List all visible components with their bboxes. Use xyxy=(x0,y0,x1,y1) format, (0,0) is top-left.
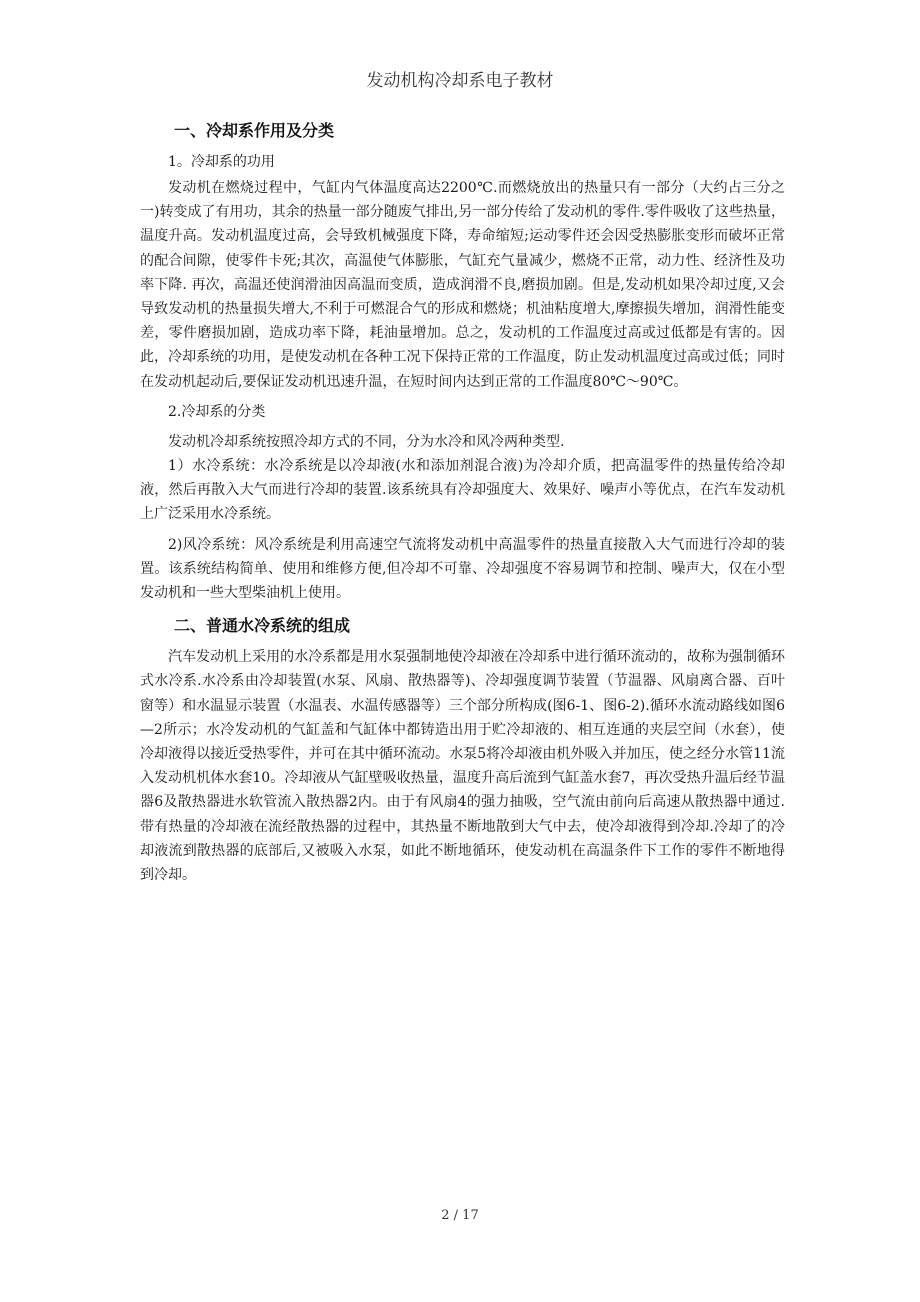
paragraph-water-cooling-system: 汽车发动机上采用的水冷系都是用水泵强制地使冷却液在冷却系中进行循环流动的，故称为强制循环式水冷系.水冷系由冷却装置(水泵、风扇、散热器等)、冷却强度调节装置（节温器、风扇离合器、百叶窗等）和水温显示装置（水温表、水温传感器等）三个部分所构成(图6-1、图6-2).循环水流动路线如图6—2所示；水冷发动机的气缸盖和气缸体中都铸造出用于贮冷却液的、相互连通的夹层空间（水套），使冷却液得以接近受热零件，并可在其中循环流动。水泵5将冷却液由机外吸入并加压，使之经分水管11流入发动机机体水套10。冷却液从气缸壁吸收热量，温度升高后流到气缸盖水套7，再次受热升温后经节温器6及散热器进水软管流入散热器2内。由于有风扇4的强力抽吸，空气流由前向后高速从散热器中通过.带有热量的冷却液在流经散热器的过程中，其热量不断地散到大气中去，使冷却液得到冷却.冷却了的冷却液流到散热器的底部后,又被吸入水泵，如此不断地循环，使发动机在高温条件下工作的零件不断地得到冷却。 xyxy=(140,649,785,884)
document-title: 发动机构冷却系电子教材 xyxy=(366,71,554,91)
subheading-classification: 2.冷却系的分类 xyxy=(168,403,266,420)
section-heading-2: 二、普通水冷系统的组成 xyxy=(174,616,351,636)
section-heading-1: 一、冷却系作用及分类 xyxy=(174,121,335,140)
subheading-function: 1。冷却系的功用 xyxy=(168,154,275,170)
paragraph-classification: 发动机冷却系统按照冷却方式的不同，分为水冷和风冷两种类型. xyxy=(168,433,565,450)
paragraph-function: 发动机在燃烧过程中，气缸内气体温度高达2200℃.而燃烧放出的热量只有一部分（大约占三分之一)转变成了有用功，其余的热量一部分随废气排出,另一部分传给了发动机的零件.零件吸收了这些热量，温度升高。发动机温度过高，会导致机械强度下降，寿命缩短;运动零件还会因受热膨胀变形而破坏正常的配合间隙，使零件卡死;其次，高温使气体膨胀，气缸充气量减少，燃烧不正常，动力性、经济性及功率下降. 再次，高温还使润滑油因高温而变质，造成润滑不良,磨损加剧。但是,发动机如果冷却过度,又会导致发动机的热量损失增大,不利于可燃混合气的形成和燃烧；机油粘度增大,摩擦损失增加，润滑性能变差，零件磨损加剧，造成功率下降，耗油量增加。总之，发动机的工作温度过高或过低都是有害的。因此，冷却系统的功用，是使发动机在各种工况下保持正常的工作温度，防止发动机温度过高或过低；同时在发动机起动后,要保证发动机迅速升温，在短时间内达到正常的工作温度80℃～90℃。 xyxy=(140,180,785,390)
page-body xyxy=(140,118,785,887)
page-number: 2 / 17 xyxy=(441,1208,479,1223)
paragraph-water-cooling: 1）水冷系统：水冷系统是以冷却液(水和添加剂混合液)为冷却介质，把高温零件的热量传给冷却液，然后再散入大气而进行冷却的装置.该系统具有冷却强度大、效果好、噪声小等优点，在汽车发动机上广泛采用水冷系统。 xyxy=(140,458,785,523)
paragraph-air-cooling: 2)风冷系统：风冷系统是利用高速空气流将发动机中高温零件的热量直接散入大气而进行冷却的装置。该系统结构简单、使用和维修方便,但冷却不可靠、冷却强度不容易调节和控制、噪声大，仅在小型发动机和一些大型柴油机上使用。 xyxy=(140,536,785,602)
